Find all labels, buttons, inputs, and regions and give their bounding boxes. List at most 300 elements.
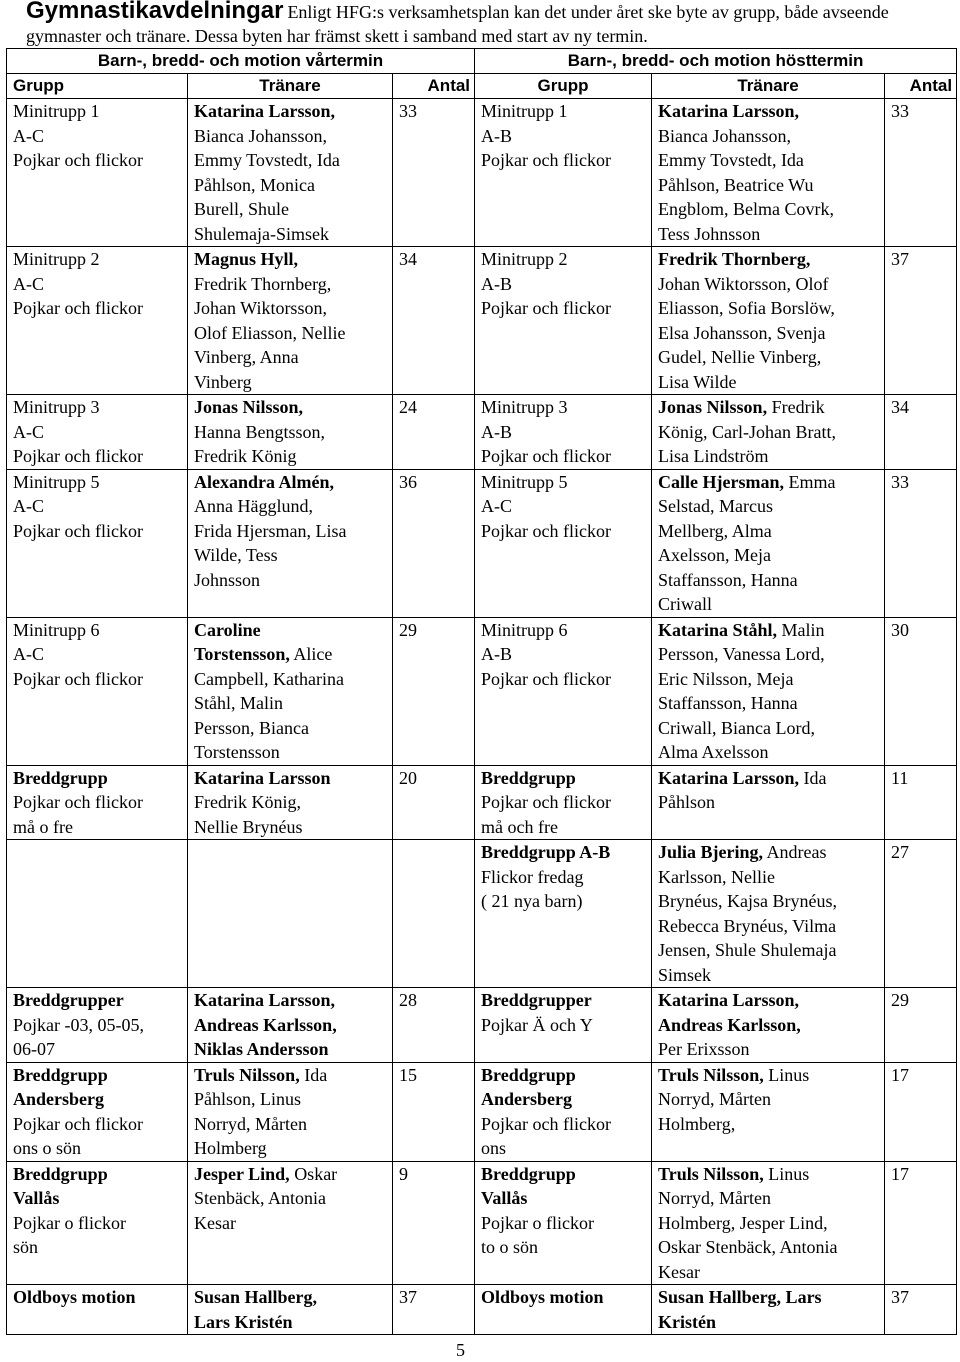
bold-text: Breddgrupp — [13, 1064, 108, 1085]
text: König, Carl-Johan Bratt, — [658, 421, 837, 442]
cell-line — [481, 1285, 651, 1310]
bold-text: Katarina Larsson — [194, 767, 331, 788]
text: A-C — [13, 496, 44, 516]
bold-text: Breddgrupp — [481, 1163, 576, 1184]
cell-line — [658, 592, 884, 617]
text: ons o sön — [13, 1138, 82, 1158]
bold-text: Niklas Andersson — [194, 1039, 329, 1059]
autumn-trainers-cell — [652, 469, 885, 617]
groups-table-body — [7, 99, 957, 1335]
text: Tess Johnsson — [658, 223, 761, 244]
text: Nellie Brynéus — [194, 816, 303, 837]
table-row — [7, 840, 957, 988]
bold-text: Katarina Larsson, — [658, 767, 800, 788]
autumn-count-cell: 17 — [885, 1062, 957, 1161]
cell-line — [658, 1285, 884, 1310]
autumn-trainers-cell — [652, 1161, 885, 1285]
col-header-trainer: Tränare — [652, 74, 885, 99]
bold-text: Vallås — [481, 1188, 528, 1208]
autumn-group-cell — [475, 395, 652, 470]
cell-line — [658, 148, 884, 173]
cell-line — [13, 1162, 187, 1187]
text: Pojkar och flickor — [13, 668, 143, 689]
table-row — [7, 395, 957, 470]
text: Flickor fredag — [481, 866, 584, 887]
groups-table — [6, 48, 957, 1335]
text: Påhlson, Monica — [194, 174, 315, 195]
text: Jensen, Shule Shulemaja — [658, 940, 837, 960]
cell-line — [481, 99, 651, 124]
autumn-count-cell: 17 — [885, 1161, 957, 1285]
cell-line — [194, 766, 392, 791]
cell-line — [194, 790, 392, 815]
bold-text: Katarina Larsson, — [658, 101, 800, 121]
table-row — [7, 988, 957, 1063]
cell-line — [481, 988, 651, 1013]
cell-line — [13, 790, 187, 815]
bold-text: Oldboys motion — [481, 1287, 604, 1307]
autumn-group-cell — [475, 1062, 652, 1161]
cell-line — [13, 124, 187, 149]
cell-line — [13, 247, 187, 272]
cell-line — [194, 1162, 392, 1187]
text: må och fre — [481, 816, 558, 837]
cell-line — [13, 815, 187, 840]
autumn-trainers-cell — [652, 617, 885, 765]
cell-line — [481, 766, 651, 791]
text: Malin — [777, 619, 825, 640]
cell-line — [13, 642, 187, 667]
autumn-count-cell: 37 — [885, 247, 957, 395]
text: Minitrupp 6 — [13, 619, 100, 640]
cell-line — [481, 815, 651, 840]
cell-line — [481, 272, 651, 297]
text: Holmberg — [194, 1138, 267, 1158]
cell-line — [194, 1186, 392, 1211]
cell-line — [658, 1310, 884, 1335]
cell-line — [658, 865, 884, 890]
cell-line — [658, 790, 884, 815]
bold-text: Breddgrupp — [481, 767, 576, 788]
autumn-count-cell: 37 — [885, 1285, 957, 1335]
text: Johan Wiktorsson, Olof — [658, 273, 829, 294]
bold-text: Truls Nilsson, — [194, 1064, 300, 1085]
page-header — [26, 0, 956, 49]
spring-group-cell — [7, 1161, 188, 1285]
cell-line — [658, 470, 884, 495]
autumn-group-cell — [475, 617, 652, 765]
text: Påhlson, Beatrice Wu — [658, 174, 814, 195]
spring-group-cell — [7, 247, 188, 395]
table-row — [7, 1161, 957, 1285]
cell-line — [481, 1112, 651, 1137]
cell-line — [481, 247, 651, 272]
cell-line — [658, 247, 884, 272]
spring-trainers-cell — [188, 99, 393, 247]
text: Fredrik — [767, 397, 825, 417]
spring-group-cell — [7, 988, 188, 1063]
table-row — [7, 617, 957, 765]
spring-group-cell — [7, 1285, 188, 1335]
cell-line — [13, 494, 187, 519]
text: Oskar Stenbäck, Antonia — [658, 1237, 838, 1257]
bold-text: Alexandra Almén, — [194, 471, 335, 492]
text: Holmberg, — [658, 1113, 736, 1134]
text: Lisa Wilde — [658, 371, 737, 392]
autumn-trainers-cell — [652, 1285, 885, 1335]
spring-count-cell: 34 — [393, 247, 475, 395]
text: Pojkar och flickor — [13, 520, 143, 541]
autumn-count-cell: 29 — [885, 988, 957, 1063]
bold-text: Breddgrupper — [13, 990, 124, 1010]
cell-line — [13, 1285, 187, 1310]
text: Olof Eliasson, Nellie — [194, 322, 346, 343]
spring-trainers-cell — [188, 247, 393, 395]
autumn-trainers-cell — [652, 395, 885, 470]
text: Minitrupp 2 — [13, 249, 100, 269]
bold-text: Andersberg — [481, 1089, 573, 1109]
text: Oskar — [289, 1163, 338, 1184]
text: Eliasson, Sofia Borslöw, — [658, 298, 835, 318]
cell-line — [658, 296, 884, 321]
cell-line — [658, 1162, 884, 1187]
cell-line — [481, 1235, 651, 1260]
col-header-count: Antal — [393, 74, 475, 99]
cell-line — [194, 272, 392, 297]
spring-trainers-cell — [188, 840, 393, 988]
cell-line — [194, 321, 392, 346]
text: Vinberg — [194, 371, 252, 392]
cell-line — [658, 840, 884, 865]
bold-text: Julia Bjering, — [658, 842, 764, 862]
cell-line — [658, 740, 884, 765]
cell-line — [13, 1136, 187, 1161]
autumn-group-cell — [475, 99, 652, 247]
bold-text: Kristén — [658, 1311, 717, 1332]
cell-line — [13, 1087, 187, 1112]
cell-line — [194, 1013, 392, 1038]
text: Pojkar o flickor — [13, 1212, 126, 1233]
cell-line — [658, 345, 884, 370]
cell-line — [194, 395, 392, 420]
cell-line — [194, 148, 392, 173]
cell-line — [658, 642, 884, 667]
cell-line — [658, 124, 884, 149]
bold-text: Caroline — [194, 619, 261, 640]
cell-line — [658, 395, 884, 420]
spring-trainers-cell — [188, 469, 393, 617]
cell-line — [13, 99, 187, 124]
cell-line — [194, 296, 392, 321]
cell-line — [13, 519, 187, 544]
cell-line — [481, 1063, 651, 1088]
cell-line — [658, 99, 884, 124]
cell-line — [13, 988, 187, 1013]
cell-line — [658, 963, 884, 988]
cell-line — [658, 1211, 884, 1236]
cell-line — [658, 1063, 884, 1088]
cell-line — [658, 716, 884, 741]
spring-group-cell — [7, 1062, 188, 1161]
cell-line — [658, 1186, 884, 1211]
text: Norryd, Mårten — [194, 1113, 307, 1134]
cell-line — [658, 197, 884, 222]
text: Kesar — [194, 1212, 236, 1233]
text: Burell, Shule — [194, 199, 289, 219]
autumn-count-cell: 30 — [885, 617, 957, 765]
autumn-count-cell: 33 — [885, 99, 957, 247]
bold-text: Andreas Karlsson, — [194, 1014, 337, 1035]
cell-line — [481, 519, 651, 544]
cell-line — [481, 618, 651, 643]
spring-count-cell: 29 — [393, 617, 475, 765]
autumn-trainers-cell — [652, 988, 885, 1063]
bold-text: Breddgrupper — [481, 990, 592, 1010]
spring-group-cell — [7, 840, 188, 988]
cell-line — [194, 988, 392, 1013]
cell-line — [481, 1087, 651, 1112]
text: Engblom, Belma Covrk, — [658, 199, 835, 219]
cell-line — [194, 519, 392, 544]
autumn-count-cell: 27 — [885, 840, 957, 988]
text: A-B — [481, 644, 513, 664]
autumn-heading: Barn-, bredd- och motion hösttermin — [475, 49, 957, 74]
cell-line — [658, 1112, 884, 1137]
text: Fredrik König — [194, 446, 297, 466]
text: Minitrupp 5 — [481, 471, 568, 492]
cell-line — [481, 444, 651, 469]
text: Campbell, Katharina — [194, 668, 344, 689]
cell-line — [658, 914, 884, 939]
text: Torstensson — [194, 742, 280, 762]
cell-line — [194, 420, 392, 445]
text: Vinberg, Anna — [194, 347, 299, 367]
text: sön — [13, 1237, 39, 1257]
text: Pojkar o flickor — [481, 1212, 595, 1233]
text: Frida Hjersman, Lisa — [194, 520, 347, 541]
cell-line — [194, 370, 392, 395]
text: må o fre — [13, 816, 73, 837]
bold-text: Oldboys motion — [13, 1287, 136, 1307]
text: A-C — [481, 496, 513, 516]
cell-line — [481, 1211, 651, 1236]
autumn-trainers-cell — [652, 840, 885, 988]
cell-line — [658, 1087, 884, 1112]
text: Linus — [763, 1064, 810, 1085]
text: A-C — [13, 421, 44, 442]
autumn-group-cell — [475, 1161, 652, 1285]
cell-line — [658, 272, 884, 297]
text: Minitrupp 2 — [481, 249, 568, 269]
cell-line — [13, 667, 187, 692]
cell-line — [194, 197, 392, 222]
text: Fredrik Thornberg, — [194, 273, 332, 294]
cell-line — [194, 173, 392, 198]
text: Mellberg, Alma — [658, 520, 772, 541]
bold-text: Breddgrupp — [13, 767, 108, 788]
text: Pojkar och flickor — [13, 150, 143, 170]
cell-line — [13, 1013, 187, 1038]
cell-line — [194, 1211, 392, 1236]
spring-trainers-cell — [188, 1285, 393, 1335]
cell-line — [481, 124, 651, 149]
bold-text: Katarina Larsson, — [194, 990, 336, 1010]
text: Brynéus, Kajsa Brynéus, — [658, 891, 838, 911]
cell-line — [13, 1235, 187, 1260]
bold-text: Andersberg — [13, 1089, 104, 1109]
cell-line — [658, 543, 884, 568]
cell-line — [194, 345, 392, 370]
season-header-row — [7, 49, 957, 74]
text: Emmy Tovstedt, Ida — [658, 150, 804, 170]
page-title: Gymnastikavdelningar — [26, 0, 284, 24]
bold-text: Katarina Ståhl, — [658, 619, 778, 640]
text: Pojkar -03, 05-05, — [13, 1014, 144, 1035]
cell-line — [13, 618, 187, 643]
cell-line — [13, 1211, 187, 1236]
autumn-trainers-cell — [652, 1062, 885, 1161]
text: Pojkar och flickor — [481, 446, 611, 466]
text: Bianca Johansson, — [658, 125, 792, 146]
cell-line — [13, 1063, 187, 1088]
cell-line — [658, 370, 884, 395]
cell-line — [658, 1037, 884, 1062]
cell-line — [194, 1063, 392, 1088]
autumn-group-cell — [475, 469, 652, 617]
text: Pojkar och flickor — [481, 1113, 611, 1134]
spring-trainers-cell — [188, 765, 393, 840]
cell-line — [481, 642, 651, 667]
cell-line — [194, 1285, 392, 1310]
cell-line — [194, 222, 392, 247]
text: Shulemaja-Simsek — [194, 223, 329, 244]
text: Linus — [763, 1163, 810, 1184]
spring-trainers-cell — [188, 617, 393, 765]
text: Johan Wiktorsson, — [194, 298, 327, 318]
cell-line — [481, 865, 651, 890]
text: Selstad, Marcus — [658, 496, 774, 516]
table-row — [7, 1062, 957, 1161]
text: Johnsson — [194, 569, 261, 590]
table-row — [7, 765, 957, 840]
text: to o sön — [481, 1237, 539, 1257]
col-header-trainer: Tränare — [188, 74, 393, 99]
cell-line — [658, 988, 884, 1013]
bold-text: Katarina Larsson, — [658, 990, 800, 1010]
autumn-group-cell — [475, 247, 652, 395]
cell-line — [194, 740, 392, 765]
text: Andreas — [763, 842, 827, 862]
intro-text: Enligt HFG:s verksamhetsplan kan det under året ske byte av grupp, både avseende gymnaster och tränare. Dessa byten har främst skett i samband med start av ny termin. — [26, 2, 889, 46]
cell-line — [481, 470, 651, 495]
autumn-trainers-cell — [652, 765, 885, 840]
text: Påhlson, Linus — [194, 1089, 302, 1109]
spring-count-cell — [393, 840, 475, 988]
cell-line — [658, 1013, 884, 1038]
cell-line — [658, 444, 884, 469]
cell-line — [194, 667, 392, 692]
cell-line — [194, 1310, 392, 1335]
text: Ståhl, Malin — [194, 693, 283, 713]
cell-line — [481, 1136, 651, 1161]
cell-line — [194, 618, 392, 643]
spring-trainers-cell — [188, 988, 393, 1063]
text: Per Erixsson — [658, 1039, 750, 1059]
text: Pojkar och flickor — [481, 150, 611, 170]
text: Minitrupp 3 — [481, 397, 568, 417]
cell-line — [481, 148, 651, 173]
cell-line — [481, 1013, 651, 1038]
spring-count-cell: 24 — [393, 395, 475, 470]
text: Pojkar och flickor — [481, 792, 611, 812]
text: Pojkar och flickor — [13, 446, 143, 466]
text: Pojkar och flickor — [13, 792, 143, 812]
cell-line — [194, 1136, 392, 1161]
bold-text: Andreas Karlsson, — [658, 1014, 801, 1035]
cell-line — [194, 1037, 392, 1062]
text: Persson, Bianca — [194, 717, 309, 738]
table-row — [7, 469, 957, 617]
spring-heading: Barn-, bredd- och motion vårtermin — [7, 49, 475, 74]
cell-line — [13, 766, 187, 791]
text: Anna Hägglund, — [194, 496, 313, 516]
text: Minitrupp 5 — [13, 471, 100, 492]
text: Alma Axelsson — [658, 742, 769, 762]
bold-text: Jonas Nilsson, — [658, 397, 768, 417]
table-row — [7, 99, 957, 247]
text: Norryd, Mårten — [658, 1089, 771, 1109]
text: Axelsson, Meja — [658, 545, 772, 565]
autumn-trainers-cell — [652, 247, 885, 395]
cell-line — [13, 1037, 187, 1062]
cell-line — [194, 642, 392, 667]
spring-count-cell: 33 — [393, 99, 475, 247]
text: A-C — [13, 644, 44, 664]
cell-line — [658, 222, 884, 247]
text: Criwall — [658, 594, 713, 614]
text: Lisa Lindström — [658, 446, 769, 466]
text: Holmberg, Jesper Lind, — [658, 1212, 828, 1233]
bold-text: Truls Nilsson, — [658, 1064, 764, 1085]
cell-line — [658, 568, 884, 593]
cell-line — [658, 889, 884, 914]
cell-line — [658, 766, 884, 791]
text: Pojkar Ä och Y — [481, 1014, 593, 1035]
cell-line — [194, 815, 392, 840]
text: Ida — [299, 1064, 328, 1085]
page-number: 5 — [456, 1340, 465, 1360]
bold-text: Calle Hjersman, — [658, 471, 785, 492]
text: A-B — [481, 421, 513, 442]
cell-line — [194, 716, 392, 741]
spring-trainers-cell — [188, 1062, 393, 1161]
cell-line — [481, 420, 651, 445]
cell-line — [481, 790, 651, 815]
cell-line — [658, 173, 884, 198]
autumn-count-cell: 34 — [885, 395, 957, 470]
text: Minitrupp 1 — [13, 101, 100, 121]
cell-line — [481, 494, 651, 519]
cell-line — [194, 124, 392, 149]
text: Elsa Johansson, Svenja — [658, 322, 826, 343]
cell-line — [194, 99, 392, 124]
cell-line — [481, 840, 651, 865]
text: ( 21 nya barn) — [481, 891, 583, 911]
cell-line — [13, 272, 187, 297]
spring-count-cell: 37 — [393, 1285, 475, 1335]
cell-line — [658, 938, 884, 963]
cell-line — [481, 296, 651, 321]
